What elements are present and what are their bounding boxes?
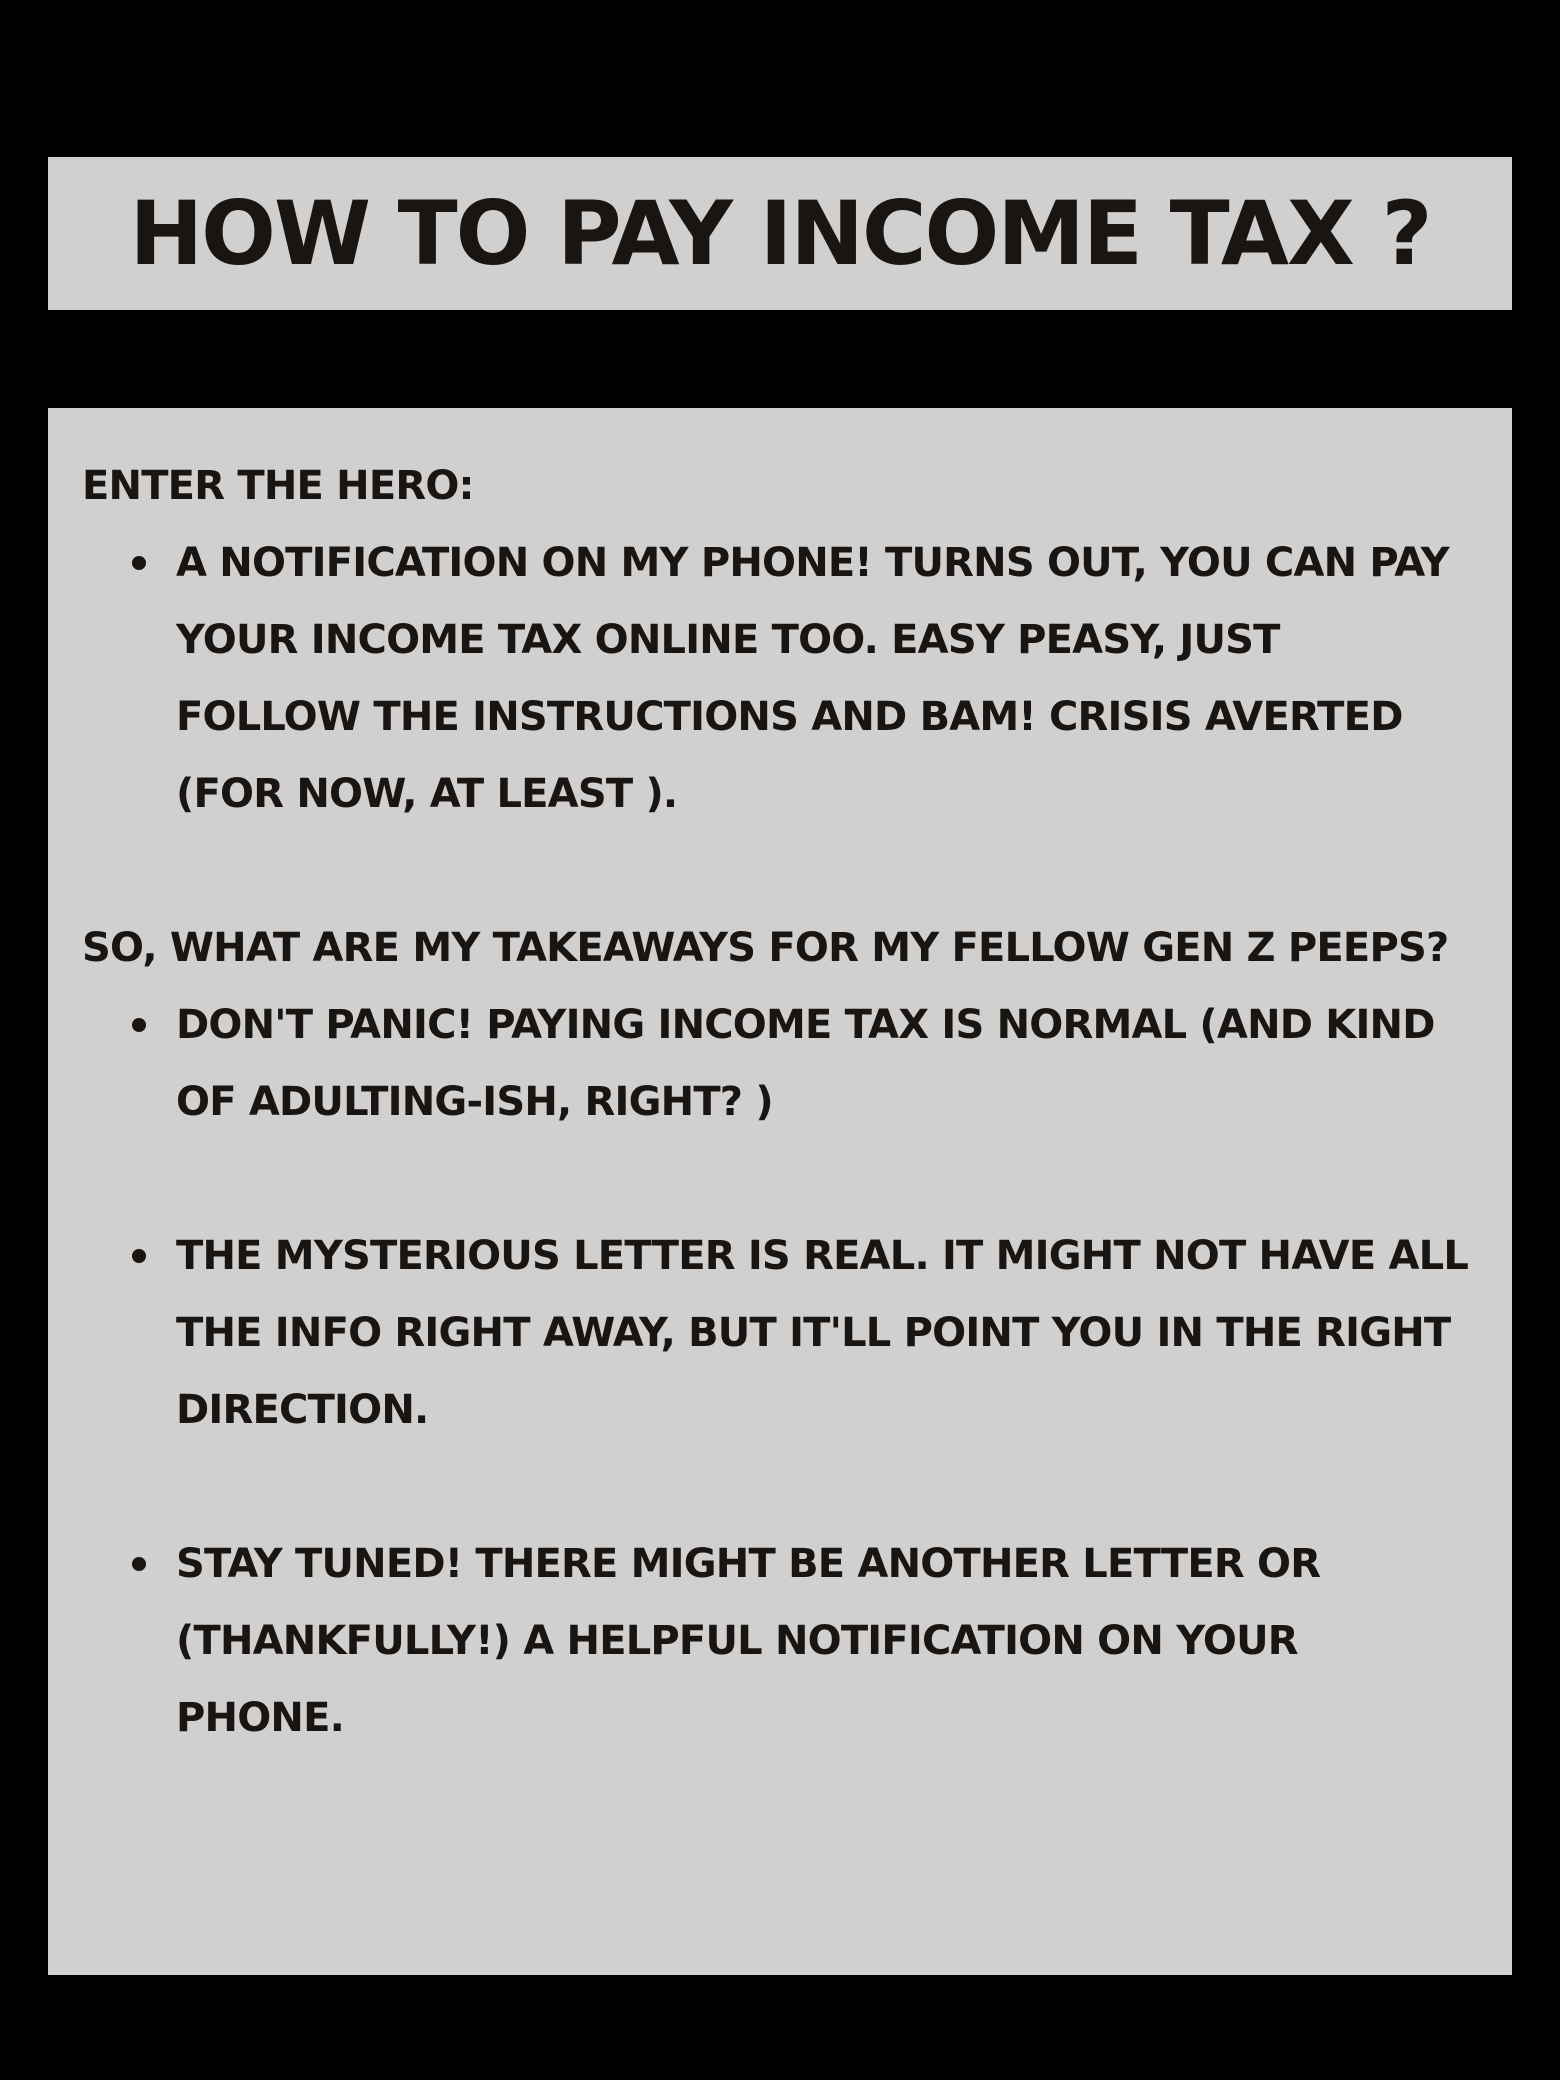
list-item-text: A NOTIFICATION ON MY PHONE! TURNS OUT, YOU CAN PAY YOUR INCOME TAX ONLINE TOO. EASY PEASY, JUST FOLLOW THE INSTRUCTIONS AND BAM! CRISIS AVERTED (FOR NOW, AT LEAST ). <box>176 540 1449 817</box>
takeaways-heading: SO, WHAT ARE MY TAKEAWAYS FOR MY FELLOW GEN Z PEEPS? <box>82 925 1449 971</box>
bullet-icon <box>132 1249 146 1263</box>
list-item <box>176 987 1472 1141</box>
bullet-icon <box>132 1018 146 1032</box>
bullet-icon <box>132 1557 146 1571</box>
list-item-text: DON'T PANIC! PAYING INCOME TAX IS NORMAL (AND KIND OF ADULTING-ISH, RIGHT? ) <box>176 1002 1435 1125</box>
hero-bullet-list <box>82 525 1472 833</box>
list-item-text: STAY TUNED! THERE MIGHT BE ANOTHER LETTER OR (THANKFULLY!) A HELPFUL NOTIFICATION ON YOUR PHONE. <box>176 1541 1321 1741</box>
title-banner <box>48 157 1512 310</box>
list-item <box>176 1526 1472 1757</box>
list-item-text: THE MYSTERIOUS LETTER IS REAL. IT MIGHT NOT HAVE ALL THE INFO RIGHT AWAY, BUT IT'LL POINT YOU IN THE RIGHT DIRECTION. <box>176 1233 1469 1433</box>
bullet-icon <box>132 556 146 570</box>
list-item <box>176 525 1472 833</box>
page-title: HOW TO PAY INCOME TAX ? <box>129 182 1431 285</box>
hero-heading: ENTER THE HERO: <box>82 463 474 509</box>
list-item <box>176 1218 1472 1449</box>
takeaways-bullet-list <box>82 987 1472 1757</box>
content-panel <box>48 408 1512 1975</box>
